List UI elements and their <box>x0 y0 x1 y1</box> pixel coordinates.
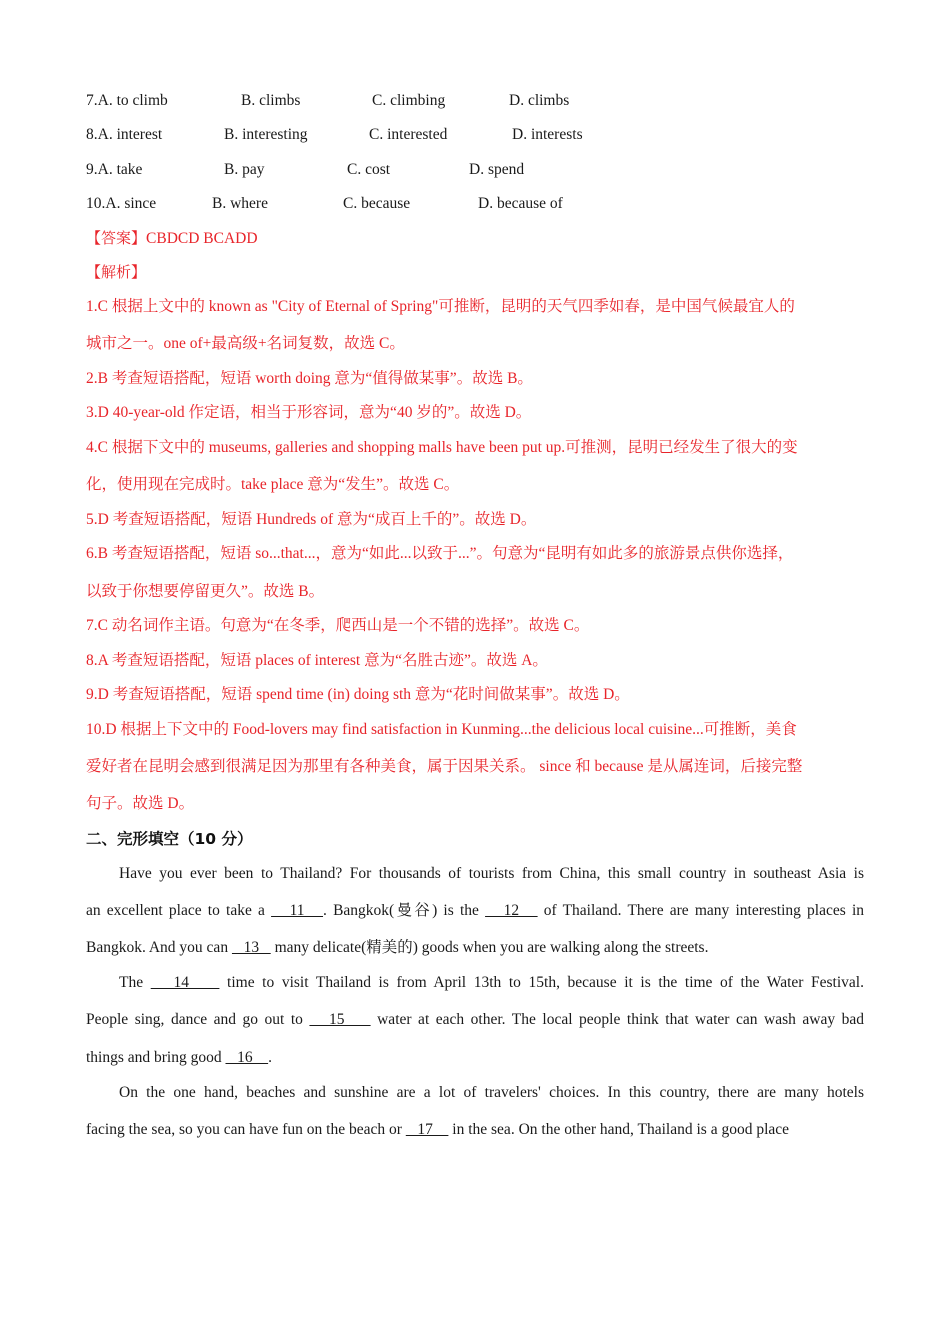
option-c: C. climbing <box>372 92 446 109</box>
passage-text: of Thailand. There are many interesting places in <box>537 902 865 919</box>
explanation-line: 化，使用现在完成时。take place 意为“发生”。故选 C。 <box>86 476 460 493</box>
passage-line: Have you ever been to Thailand? For thousands of tourists from China, this small country in southeast Asia is <box>119 865 864 882</box>
passage-text: many delicate(精美的) goods when you are walking along the streets. <box>270 939 709 956</box>
option-d: D. interests <box>512 126 583 143</box>
blank-15: 15 <box>309 1011 371 1028</box>
passage-text: Bangkok. And you can <box>86 939 232 956</box>
option-d: D. climbs <box>509 92 570 109</box>
passage-line <box>86 1119 864 1141</box>
option-b: B. climbs <box>241 92 301 109</box>
explanation-line: 4.C 根据下文中的 museums, galleries and shopping malls have been put up.可推测，昆明已经发生了很大的变 <box>86 439 798 456</box>
blank-12: 12 <box>485 902 538 919</box>
option-c: C. because <box>343 195 411 212</box>
option-a: 8.A. interest <box>86 126 163 143</box>
explanation-line: 10.D 根据上下文中的 Food-lovers may find satisfaction in Kunming...the delicious local cuisine...可推断，美食 <box>86 721 797 738</box>
option-a: 10.A. since <box>86 195 157 212</box>
explanation-line: 6.B 考查短语搭配，短语 so...that...，意为“如此...以致于...”。句意为“昆明有如此多的旅游景点供你选择， <box>86 545 794 562</box>
passage-text: facing the sea, so you can have fun on the beach or <box>86 1121 406 1138</box>
passage-text: an excellent place to take a <box>86 902 272 919</box>
option-c: C. cost <box>347 161 391 178</box>
passage-text: water at each other. The local people think that water can wash away bad <box>370 1011 864 1028</box>
passage-line: On the one hand, beaches and sunshine are a lot of travelers' choices. In this country, there are many hotels <box>119 1084 864 1101</box>
analysis-label: 【解析】 <box>86 263 147 281</box>
answer-line <box>86 227 258 250</box>
option-a: 7.A. to climb <box>86 92 168 109</box>
option-a: 9.A. take <box>86 161 143 178</box>
blank-16: 16 <box>225 1049 269 1066</box>
blank-14: 14 <box>150 974 220 991</box>
blank-11: 11 <box>271 902 324 919</box>
passage-text: . <box>268 1049 272 1066</box>
option-d: D. spend <box>469 161 525 178</box>
passage-text: in the sea. On the other hand, Thailand is a good place <box>448 1121 790 1138</box>
explanation-line: 以致于你想要停留更久”。故选 B。 <box>86 583 325 600</box>
passage-text: time to visit Thailand is from April 13th to 15th, because it is the time of the Water Festival. <box>219 974 864 991</box>
explanation-line: 1.C 根据上文中的 known as "City of Eternal of Spring"可推断，昆明的天气四季如春，是中国气候最宜人的 <box>86 298 795 315</box>
explanation-line: 8.A 考查短语搭配，短语 places of interest 意为“名胜古迹”。故选 A。 <box>86 652 548 669</box>
option-c: C. interested <box>369 126 448 143</box>
option-b: B. pay <box>224 161 265 178</box>
explanation-line: 7.C 动名词作主语。句意为“在冬季，爬西山是一个不错的选择”。故选 C。 <box>86 617 590 634</box>
answer-label: 【答案】 <box>86 229 147 247</box>
passage-line <box>86 1009 864 1031</box>
passage-line <box>86 937 864 959</box>
passage-line <box>86 900 864 922</box>
explanation-line: 9.D 考查短语搭配，短语 spend time (in) doing sth 意为“花时间做某事”。故选 D。 <box>86 686 630 703</box>
passage-line <box>119 972 864 994</box>
explanation-line: 城市之一。one of+最高级+名词复数，故选 C。 <box>86 335 405 352</box>
explanation-line: 5.D 考查短语搭配，短语 Hundreds of 意为“成百上千的”。故选 D。 <box>86 511 537 528</box>
passage-line <box>86 1047 864 1069</box>
explanation-line: 3.D 40-year-old 作定语，相当于形容词，意为“40 岁的”。故选 D。 <box>86 404 532 421</box>
passage-text: . Bangkok(曼谷) is the <box>323 902 486 919</box>
option-b: B. where <box>212 195 268 212</box>
explanation-line: 爱好者在昆明会感到很满足因为那里有各种美食，属于因果关系。 since 和 because 是从属连词，后接完整 <box>86 758 803 775</box>
section-title: 二、完形填空（10 分） <box>86 830 253 848</box>
explanation-line: 2.B 考查短语搭配，短语 worth doing 意为“值得做某事”。故选 B。 <box>86 370 533 387</box>
passage-text: People sing, dance and go out to <box>86 1011 310 1028</box>
passage-text: The <box>119 974 151 991</box>
option-b: B. interesting <box>224 126 308 143</box>
explanation-line: 句子。故选 D。 <box>86 795 195 812</box>
blank-13: 13 <box>231 939 271 956</box>
answer-value: CBDCD BCADD <box>146 230 258 247</box>
blank-17: 17 <box>405 1121 449 1138</box>
option-d: D. because of <box>478 195 563 212</box>
passage-text: things and bring good <box>86 1049 226 1066</box>
